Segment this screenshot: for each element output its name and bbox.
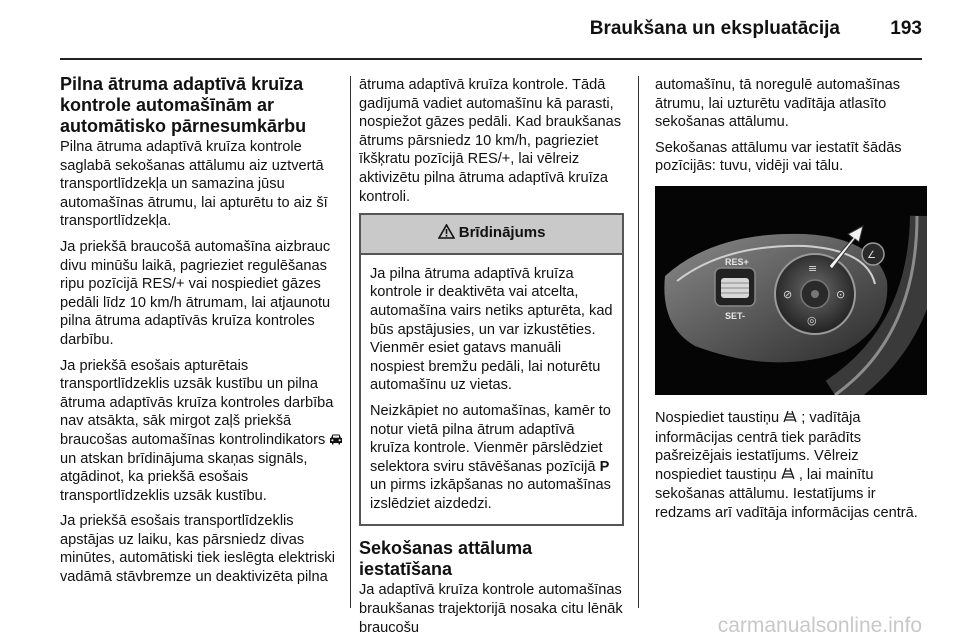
- header-divider: [60, 58, 922, 60]
- svg-text:≡: ≡: [808, 261, 818, 275]
- paragraph: [60, 357, 350, 506]
- column-1: [60, 74, 350, 594]
- column-3: [655, 76, 927, 530]
- paragraph: ātruma adaptīvā kruīza kontrole. Tādā gadījumā vadiet automašīnu kā parasti, nospiežot gāzes pedāli. Kad braukšanas ātrums pārsniedz 10 km/h, pagrieziet īkšķratu pozīcijā RES/+, lai vēlreiz aktivizētu pilna ātruma adaptīvā kruīza kontroli.: [359, 77, 622, 205]
- page-number: 193: [890, 18, 922, 39]
- res-label: RES+: [725, 256, 749, 267]
- warning-box: [359, 213, 624, 526]
- column-divider-1: [350, 76, 351, 608]
- follow-distance-icon: [781, 467, 795, 486]
- warning-triangle-icon: [438, 224, 455, 245]
- warning-text: Neizkāpiet no automašīnas, kamēr to notur vietā pilna ātrum adaptīvā kruīza kontrole. Vienmēr pārslēdziet selektora sviru stāvēšanas pozīcijā: [370, 402, 611, 475]
- paragraph: Ja adaptīvā kruīza kontrole automašīnas braukšanas trajektorijā nosaka citu lēnāk braucošu: [359, 582, 623, 636]
- paragraph: Ja priekšā esošais transportlīdzeklis apstājas uz laiku, kas pārsniedz divas minūtes, automātiski tiek ieslēgta elektriski vadāmā stāvbremze un deaktivizēta pilna: [60, 513, 335, 586]
- warning-header: [361, 215, 622, 255]
- paragraph-text: un atskan brīdinājuma skaņas signāls, atgādinot, ka priekšā esošais transportlīdzeklis uzsāk kustību.: [60, 450, 308, 504]
- paragraph: [655, 409, 927, 523]
- follow-distance-icon: [783, 410, 797, 429]
- svg-text:⊙: ⊙: [836, 287, 846, 301]
- watermark: carmanualsonline.info: [717, 614, 922, 637]
- vehicle-ahead-indicator-icon: [329, 432, 343, 444]
- paragraph-text: Nospiediet taustiņu: [655, 409, 780, 426]
- warning-title: Brīdinājums: [458, 224, 546, 242]
- warning-paragraph: [370, 402, 613, 514]
- park-position-letter: P: [599, 458, 610, 475]
- paragraph: Pilna ātruma adaptīvā kruīza kontrole saglabā sekošanas attālumu aiz uztvertā transportlīdzekļa un samazina jūsu automašīnas ātrumu, lai apturētu to aiz šī transportlīdzekļa.: [60, 139, 328, 230]
- paragraph-text: , lai mainītu sekošanas attālumu. Iestatījums ir redzams arī vadītāja informācijas centrā.: [655, 466, 918, 521]
- svg-text:⊘: ⊘: [783, 287, 793, 301]
- column-2: [359, 76, 624, 644]
- warning-body: [361, 255, 622, 525]
- set-label: SET-: [725, 310, 746, 321]
- column-divider-2: [638, 76, 639, 608]
- running-header: Braukšana un ekspluatācija: [589, 18, 840, 39]
- section-heading-follow-distance: Sekošanas attāluma iestatīšana: [359, 538, 533, 580]
- steering-wheel-controls-photo: [655, 186, 927, 395]
- paragraph: automašīnu, tā noregulē automašīnas ātrumu, lai uzturētu vadītāja atlasīto sekošanas attālumu.: [655, 77, 901, 131]
- section-heading-full-speed-acc: Pilna ātruma adaptīvā kruīza kontrole automašīnām ar automātisko pārnesumkārbu: [60, 74, 307, 136]
- paragraph-text: ; vadītāja informācijas centrā tiek parādīts pašreizējais iestatījums. Vēlreiz nospiediet taustiņu: [655, 409, 862, 483]
- paragraph-text: Ja priekšā esošais apturētais transportlīdzeklis uzsāk kustību un pilna ātruma adaptīvās kruīza kontroles darbība nav atsākta, sāk mirgot zaļš priekšā braucošas automašīnas kontrolindikators: [60, 357, 334, 448]
- warning-text: un pirms izkāpšanas no automašīnas izslēdziet aizdedzi.: [370, 477, 611, 512]
- svg-text:◎: ◎: [807, 313, 817, 327]
- paragraph: Sekošanas attālumu var iestatīt šādās pozīcijās: tuvu, vidēji vai tālu.: [655, 139, 902, 175]
- warning-paragraph: Ja pilna ātruma adaptīvā kruīza kontrole ir deaktivēta vai atcelta, automašīna vairs netiks apturēta, kad būs apstājusies, un var izkustēties. Vienmēr esiet gatavs manuāli nospiest bremžu pedāli, lai noturētu automašīnu uz vietas.: [370, 265, 613, 394]
- paragraph: Ja priekšā braucošā automašīna aizbrauc divu minūšu laikā, pagrieziet regulēšanas ripu pozīcijā RES/+ vai nospiediet gāzes pedāli līdz 10 km/h ātrumam, lai atjaunotu pilna ātruma adaptīvās kruīza kontroles darbību.: [60, 238, 331, 348]
- svg-text:∠: ∠: [867, 249, 876, 261]
